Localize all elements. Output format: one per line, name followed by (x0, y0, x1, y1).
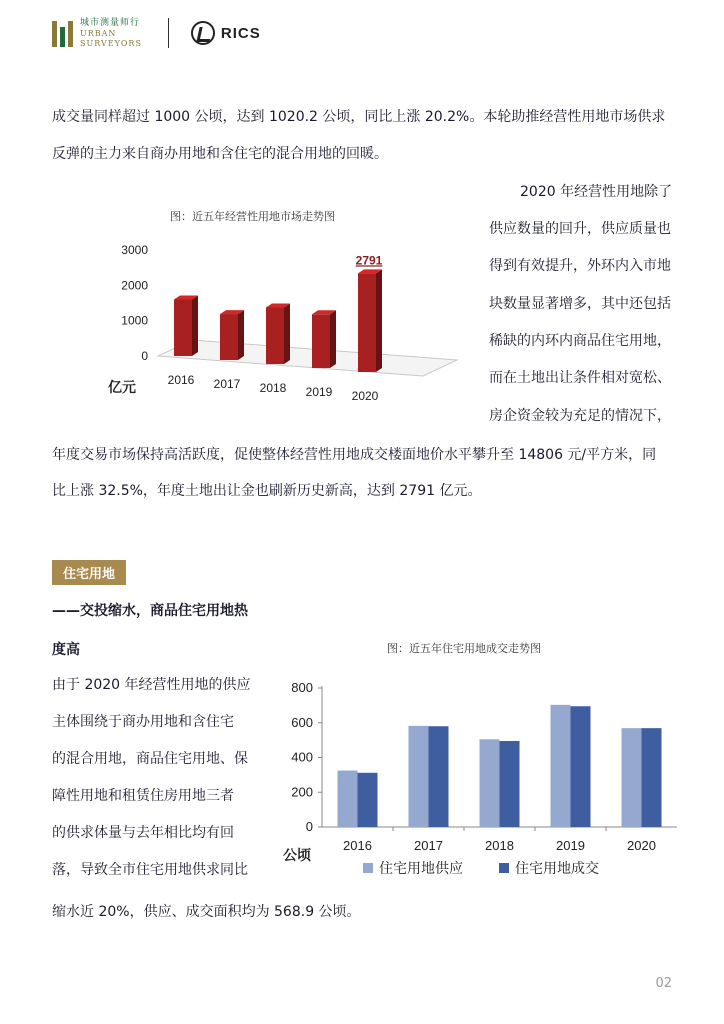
paragraph-2-line-1: 2020 年经营性用地除了 (520, 184, 673, 200)
chart-1-bar-side (330, 310, 336, 368)
chart-2-bar-supply (551, 705, 571, 827)
chart-1-xtick-label: 2018 (259, 381, 287, 395)
chart-1-bar (358, 273, 376, 372)
chart-1-bar-side (284, 303, 290, 364)
chart-1-ytick-label: 0 (141, 349, 148, 363)
chart-2-xtick-label: 2019 (556, 838, 585, 853)
section-subhead-line-1: ——交投缩水，商品住宅用地热 (52, 603, 248, 619)
chart-1-floor (158, 340, 457, 376)
chart-1-xtick-label: 2019 (305, 385, 333, 399)
paragraph-2-line-3: 得到有效提升，外环内入市地 (489, 258, 671, 274)
chart-2-xtick-label: 2018 (485, 838, 514, 853)
paragraph-2-line-7: 房企资金较为充足的情况下， (489, 408, 671, 424)
chart-2-legend-label: 住宅用地成交 (515, 861, 599, 877)
paragraph-4-line-5: 的供求体量与去年相比均有回 (52, 825, 234, 841)
rics-logo (191, 21, 261, 45)
chart-1-data-label: 2791 (355, 253, 383, 268)
section-subhead-line-2: 度高 (52, 642, 80, 658)
paragraph-2-line-4: 块数量显著增多，其中还包括 (489, 296, 671, 312)
chart-1-bar (174, 299, 192, 356)
chart-2-bar-supply (622, 728, 642, 827)
chart-2-ytick-label: 400 (291, 749, 313, 765)
chart-1-xtick-label: 2016 (167, 373, 195, 387)
paragraph-4-line-1: 由于 2020 年经营性用地的供应 (52, 677, 251, 693)
chart-1-bar-side (192, 295, 198, 356)
chart-2-bar-transaction (429, 726, 449, 827)
residential-land-trend-chart (265, 672, 685, 892)
paragraph-3-line-2: 比上涨 32.5%，年度土地出让金也刷新历史新高，达到 2791 亿元。 (52, 483, 482, 499)
logo-en-text-2: SURVEYORS (80, 38, 142, 48)
paragraph-2-line-6: 而在土地出让条件相对宽松、 (489, 370, 671, 386)
rics-text: RICS (220, 24, 261, 42)
chart-2-ytick-label: 200 (291, 784, 313, 800)
header-divider (168, 18, 169, 48)
chart-2-legend-swatch (499, 863, 509, 873)
logo-en-text-1: URBAN (80, 28, 117, 38)
paragraph-4-line-4: 障性用地和租赁住房用地三者 (52, 788, 234, 804)
paragraph-3-line-1: 年度交易市场保持高活跃度，促使整体经营性用地成交楼面地价水平攀升至 14806 元/平方米，同 (52, 447, 657, 463)
chart-1-ytick-label: 2000 (121, 278, 148, 293)
page-header (52, 16, 261, 50)
section-tag-residential: 住宅用地 (52, 560, 126, 585)
chart-2-xtick-label: 2020 (627, 838, 656, 853)
chart-1-bar-side (376, 269, 382, 372)
paragraph-4-last-line: 缩水近 20%，供应、成交面积均为 568.9 公顷。 (52, 904, 361, 920)
chart-2-bar-transaction (358, 773, 378, 827)
logo-cn-text: 城市测量师行 (80, 17, 141, 28)
chart-2-ytick-label: 600 (291, 714, 313, 730)
chart-1-ytick-label: 1000 (121, 313, 148, 328)
urban-surveyors-logo-mark (52, 19, 74, 47)
chart-2-xtick-label: 2016 (343, 838, 372, 853)
chart-2-bar-supply (480, 739, 500, 827)
chart-2-legend-label: 住宅用地供应 (379, 861, 463, 877)
paragraph-1-line-2: 反弹的主力来自商办用地和含住宅的混合用地的回暖。 (52, 146, 388, 162)
page-number: 02 (655, 976, 672, 991)
chart-2-ytick-label: 800 (291, 680, 313, 695)
chart-2-title: 图：近五年住宅用地成交走势图 (387, 642, 541, 655)
chart-1-title: 图：近五年经营性用地市场走势图 (170, 210, 335, 223)
chart-2-bar-transaction (642, 728, 662, 827)
paragraph-4-line-3: 的混合用地，商品住宅用地、保 (52, 751, 248, 767)
chart-2-legend-swatch (363, 863, 373, 873)
paragraph-4-line-2: 主体围绕于商办用地和含住宅 (52, 714, 234, 730)
chart-2-ylabel: 公顷 (283, 848, 311, 864)
chart-1-ytick-label: 3000 (121, 243, 148, 257)
chart-1-bar (220, 314, 238, 360)
chart-2-bar-supply (409, 726, 429, 827)
land-market-trend-chart (100, 230, 470, 420)
chart-1-bar (312, 314, 330, 368)
rics-emblem-icon (191, 21, 215, 45)
chart-1-xtick-label: 2017 (213, 377, 241, 391)
chart-2-ytick-label: 0 (305, 819, 313, 834)
paragraph-4-line-6: 落，导致全市住宅用地供求同比 (52, 862, 248, 878)
urban-surveyors-logo (52, 19, 142, 48)
chart-1-bar (266, 307, 284, 364)
paragraph-2-line-5: 稀缺的内环内商品住宅用地， (489, 333, 671, 349)
paragraph-2-line-2: 供应数量的回升，供应质量也 (489, 221, 671, 237)
chart-1-ylabel: 亿元 (108, 380, 136, 396)
chart-1-xtick-label: 2020 (351, 389, 379, 403)
chart-2-bar-transaction (500, 741, 520, 827)
chart-2-bar-transaction (571, 706, 591, 827)
chart-2-xtick-label: 2017 (414, 838, 443, 853)
paragraph-1-line-1: 成交量同样超过 1000 公顷，达到 1020.2 公顷，同比上涨 20.2%。本轮助推经营性用地市场供求 (52, 109, 666, 125)
chart-2-bar-supply (338, 771, 358, 827)
chart-1-bar-side (238, 310, 244, 360)
